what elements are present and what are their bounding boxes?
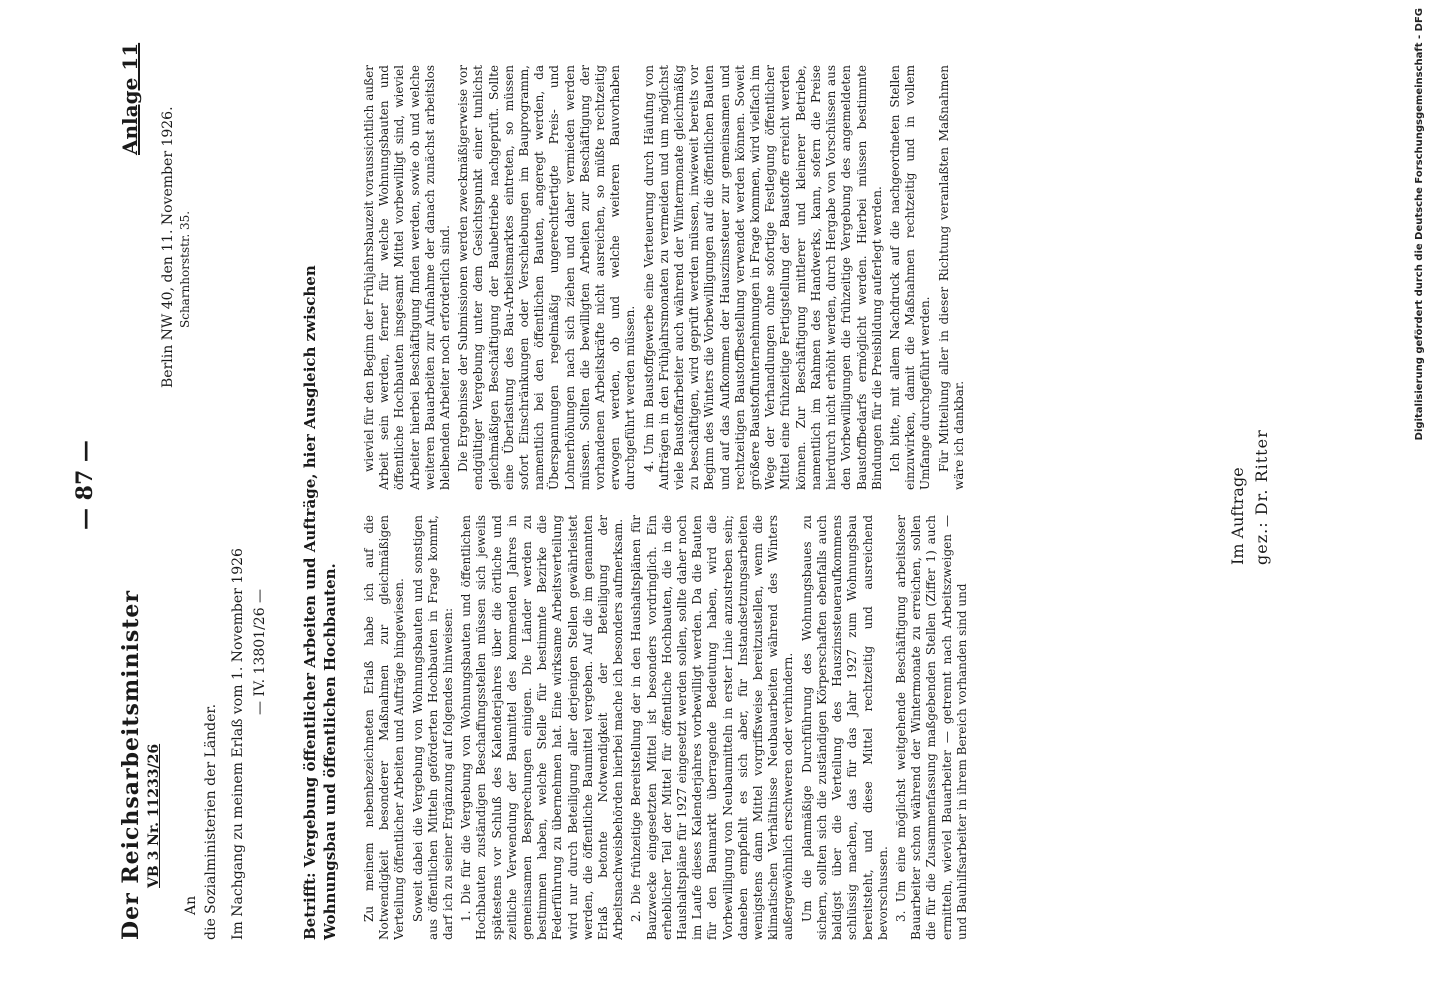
signature-name: gez.: Dr. Ritter [1252, 429, 1271, 565]
file-number: — IV. 13801/26 — [252, 588, 268, 715]
body-column-right [362, 65, 1212, 490]
dfg-funding-stamp [1414, 8, 1434, 441]
ministry-heading: Der Reichsarbeitsminister [118, 590, 144, 940]
page-number: — 87 — [72, 440, 98, 530]
paragraph: Soweit dabei die Vergebung von Wohnungsbauten und sonstigen aus öffentlichen Mitteln geförderten Hochbauten in Frage kommt, darf ich zu seiner Ergänzung auf folgendes hinweisen: [410, 515, 456, 940]
recipient-name: die Sozialministerien der Länder. [203, 703, 219, 940]
paragraph: wieviel für den Beginn der Frühjahrsbauzeit voraussichtlich außer Arbeit sein werden, ferner für welche Wohnungsbauten und öffentliche Hochbauten insgesamt Mittel vorbewilligt sind, wieviel Arbeiter hierbei Beschäftigung finden werden, sowie ob und welche weiteren Bauarbeiten zur Aufnahme der danach zunächst arbeitslos bleibenden Arbeiter noch erforderlich sind. [362, 65, 453, 490]
paragraph: 4. Um im Baustoffgewerbe eine Verteuerung durch Häufung von Aufträgen in den Frühjahrsmonaten zu vermeiden und um möglichst viele Baustoffarbeiter auch während der Wintermonate gleichmäßig zu beschäftigen, wird geprüft werden müssen, inwieweit bereits vor Beginn des Winters die Vorbewilligungen auf die öffentlichen Bauten und auf das Aufkommen der Hauszinssteuer zur gemeinsamen und rechtzeitigen Baustoffbestellung verwendet werden können. Soweit größere Baustoffunternehmungen in Frage kommen, wird vielfach im Wege der Verhandlungen ohne sofortige Festlegung öffentlicher Mittel eine frühzeitige Fertigstellung der Baustoffe erreicht werden können. Zur Beschäftigung mittlerer und kleinerer Betriebe, namentlich im Rahmen des Handwerks, kann, sofern die Preise hierdurch nicht erhöht werden, durch Hergabe von Vorschüssen aus den Vorbewilligungen die frühzeitige Vergebung des angemeldeten Baustoffbedarfs ermöglicht werden. Hierbei müssen bestimmte Bindungen für die Preisbildung auferlegt werden. [641, 65, 884, 490]
street-address: Scharnhorststr. 35. [178, 210, 192, 328]
paragraph: Ich bitte, mit allem Nachdruck auf die nachgeordneten Stellen einzuwirken, damit die Maßnahmen rechtzeitig und in vollem Umfange durchgeführt werden. [887, 65, 933, 490]
annex-label: Anlage 11 [118, 42, 142, 155]
dfg-stamp-text: Digitalisierung gefördert durch die Deutsche Forschungsgemeinschaft - DFG [1414, 8, 1425, 441]
reference-decree: Im Nachgang zu meinem Erlaß vom 1. November 1926 [230, 548, 246, 940]
paragraph: Um die planmäßige Durchführung des Wohnungsbaues zu sichern, sollten sich die zuständigen Körperschaften ebenfalls auch baldigst über die Verteilung des Hauszinssteueraufkommens schlüssig machen, das für das Jahr 1927 zum Wohnungsbau bereitsteht, und diese Mittel rechtzeitig und ausreichend bevorschussen. [799, 515, 890, 940]
subject-line: Betrifft: Vergebung öffentlicher Arbeiten und Aufträge, hier Ausgleich zwischen Wohnungsbau und öffentlichen Hochbauten. [301, 265, 339, 940]
paragraph: Für Mitteilung aller in dieser Richtung veranlaßten Maßnahmen wäre ich dankbar. [936, 65, 966, 490]
paragraph: 2. Die frühzeitige Bereitstellung der in den Haushaltsplänen für Bauzwecke eingesetzten Mittel ist besonders vordringlich. Ein erheblicher Teil der Mittel für öffentliche Hochbauten, die in die Haushaltspläne für 1927 eingesetzt werden sollen, sollte daher noch im Laufe dieses Kalenderjahres vorbewilligt werden. Da die Bauten für den Baumarkt überragende Bedeutung haben, wird die Vorbewilligung von Neubaumitteln in erster Linie anzustreben sein; daneben empfiehlt es sich aber, für Instandsetzungsarbeiten wenigstens dann Mittel vorgriffsweise bereitzustellen, wenn die klimatischen Verhältnisse Neubauarbeiten während des Winters außergewöhnlich erschweren oder verhindern. [629, 515, 796, 940]
body-column-left [362, 515, 1242, 940]
paragraph: Die Ergebnisse der Submissionen werden zweckmäßigerweise vor endgültiger Vergebung unter dem Gesichtspunkt einer tunlichst gleichmäßigen Beschäftigung der Baubetriebe nachgeprüft. Sollte eine Überlastung des Bau-Arbeitsmarktes eintreten, so müssen sofort Einschränkungen oder Verschiebungen im Bauprogramm, namentlich bei den öffentlichen Bauten, angeregt werden, da Überspannungen regelmäßig ungerechtfertigte Preis- und Lohnerhöhungen nach sich ziehen und daher vermieden werden müssen. Sollten die bewilligten Arbeiten zur Beschäftigung der vorhandenen Arbeitskräfte nicht ausreichen, so müßte rechtzeitig erwogen werden, ob und welche weiteren Bauvorhaben durchgeführt werden müssen. [456, 65, 638, 490]
place-date: Berlin NW 40, den 11. November 1926. [160, 106, 176, 388]
paragraph: Zu meinem nebenbezeichneten Erlaß habe ich auf die Notwendigkeit besonderer Maßnahmen zur gleichmäßigen Verteilung öffentlicher Arbeiten und Aufträge hingewiesen. [362, 515, 407, 940]
paragraph: 3. Um eine möglichst weitgehende Beschäftigung arbeitsloser Bauarbeiter schon während der Wintermonate zu erreichen, sollen die für die Zusammenfassung maßgebenden Stellen (Ziffer 1) auch ermitteln, wieviel Bauarbeiter — getrennt nach Arbeitszweigen — und Bauhilfsarbeiter in ihrem Bereich vorhanden sind und [893, 515, 969, 940]
paragraph: 1. Die für die Vergebung von Wohnungsbauten und öffentlichen Hochbauten zuständigen Beschaffungsstellen müssen sich jeweils spätestens vor Schluß des Kalenderjahres über die örtliche und zeitliche Verwendung der Baumittel des kommenden Jahres in gemeinsamen Besprechungen einigen. Die Länder werden zu bestimmen haben, welche Stelle für bestimmte Bezirke die Federführung zu übernehmen hat. Eine wirksame Arbeitsverteilung wird nur durch Beteiligung aller derjenigen Stellen gewährleistet werden, die öffentliche Baumittel vergeben. Auf die im genannten Erlaß betonte Notwendigkeit der Beteiligung der Arbeitsnachweisbehörden hierbei mache ich besonders aufmerksam. [459, 515, 626, 940]
signature-im-auftrage: Im Auftrage [1228, 467, 1247, 565]
reference-number: VB 3 Nr. 11233/26 [146, 743, 162, 888]
recipient-prefix: An [183, 895, 199, 915]
